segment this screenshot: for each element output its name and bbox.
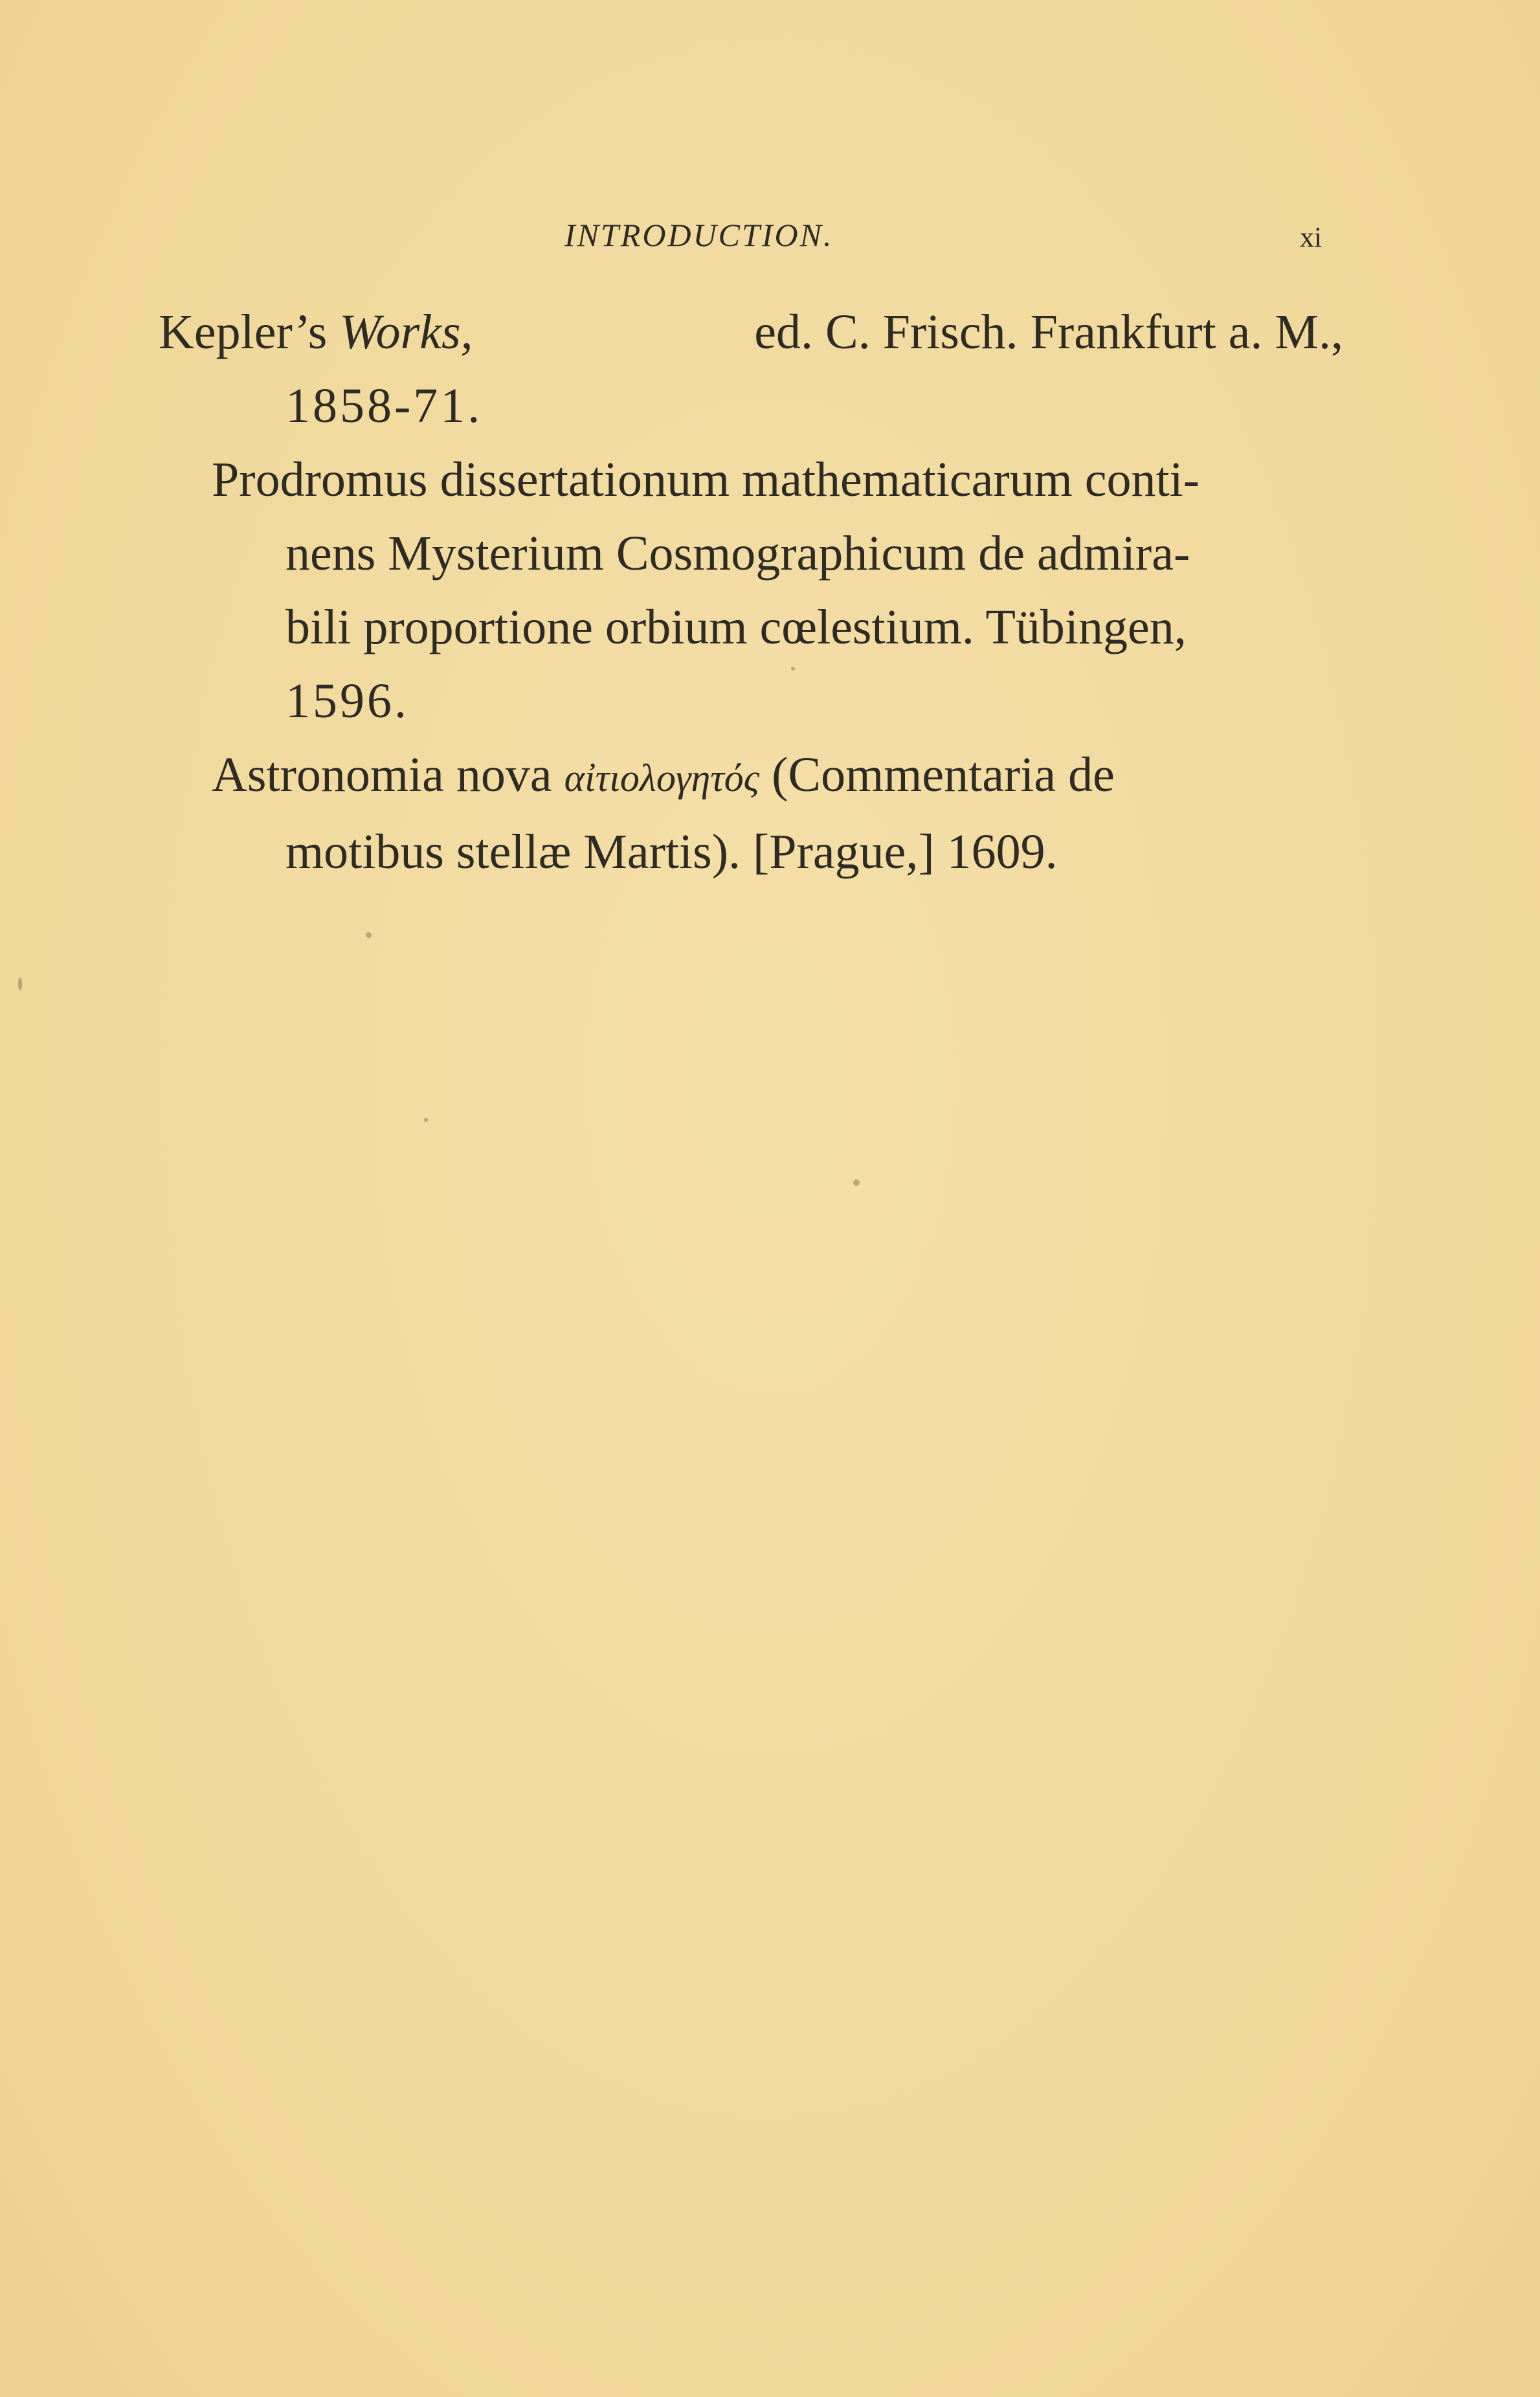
page-number: xi [1300,221,1322,253]
paper-speck [853,1179,860,1186]
bib-entry-prodromus [159,443,1343,738]
bib-entry-astronomia [159,738,1343,889]
paper-speck [424,1118,428,1122]
paper-speck [366,932,372,938]
entry-line: Astronomia nova αἰτιολογητός (Commentaria de [212,748,1115,802]
entry-line: Prodromus dissertationum mathematicarum conti- [212,452,1200,507]
entry-line: 1596. [285,674,409,728]
entry-line: motibus stellæ Martis). [Prague,] 1609. [285,825,1058,879]
entry-line: bili proportione orbium cœlestium. Tübingen, [285,600,1187,654]
paper-speck [791,667,795,671]
entry-line: nens Mysterium Cosmographicum de admira- [285,526,1190,581]
entry-line: 1858-71. [285,379,483,433]
greek-word: αἰτιολογητός [564,757,760,799]
works-title: Works, [339,305,473,359]
running-title: INTRODUCTION. [564,217,834,253]
paper-speck [18,977,22,990]
bib-entry-works [159,295,1343,443]
bibliography [159,295,1343,889]
entry-line: Kepler’s Works, ed. C. Frisch. Frankfurt a. M., [159,305,1343,359]
